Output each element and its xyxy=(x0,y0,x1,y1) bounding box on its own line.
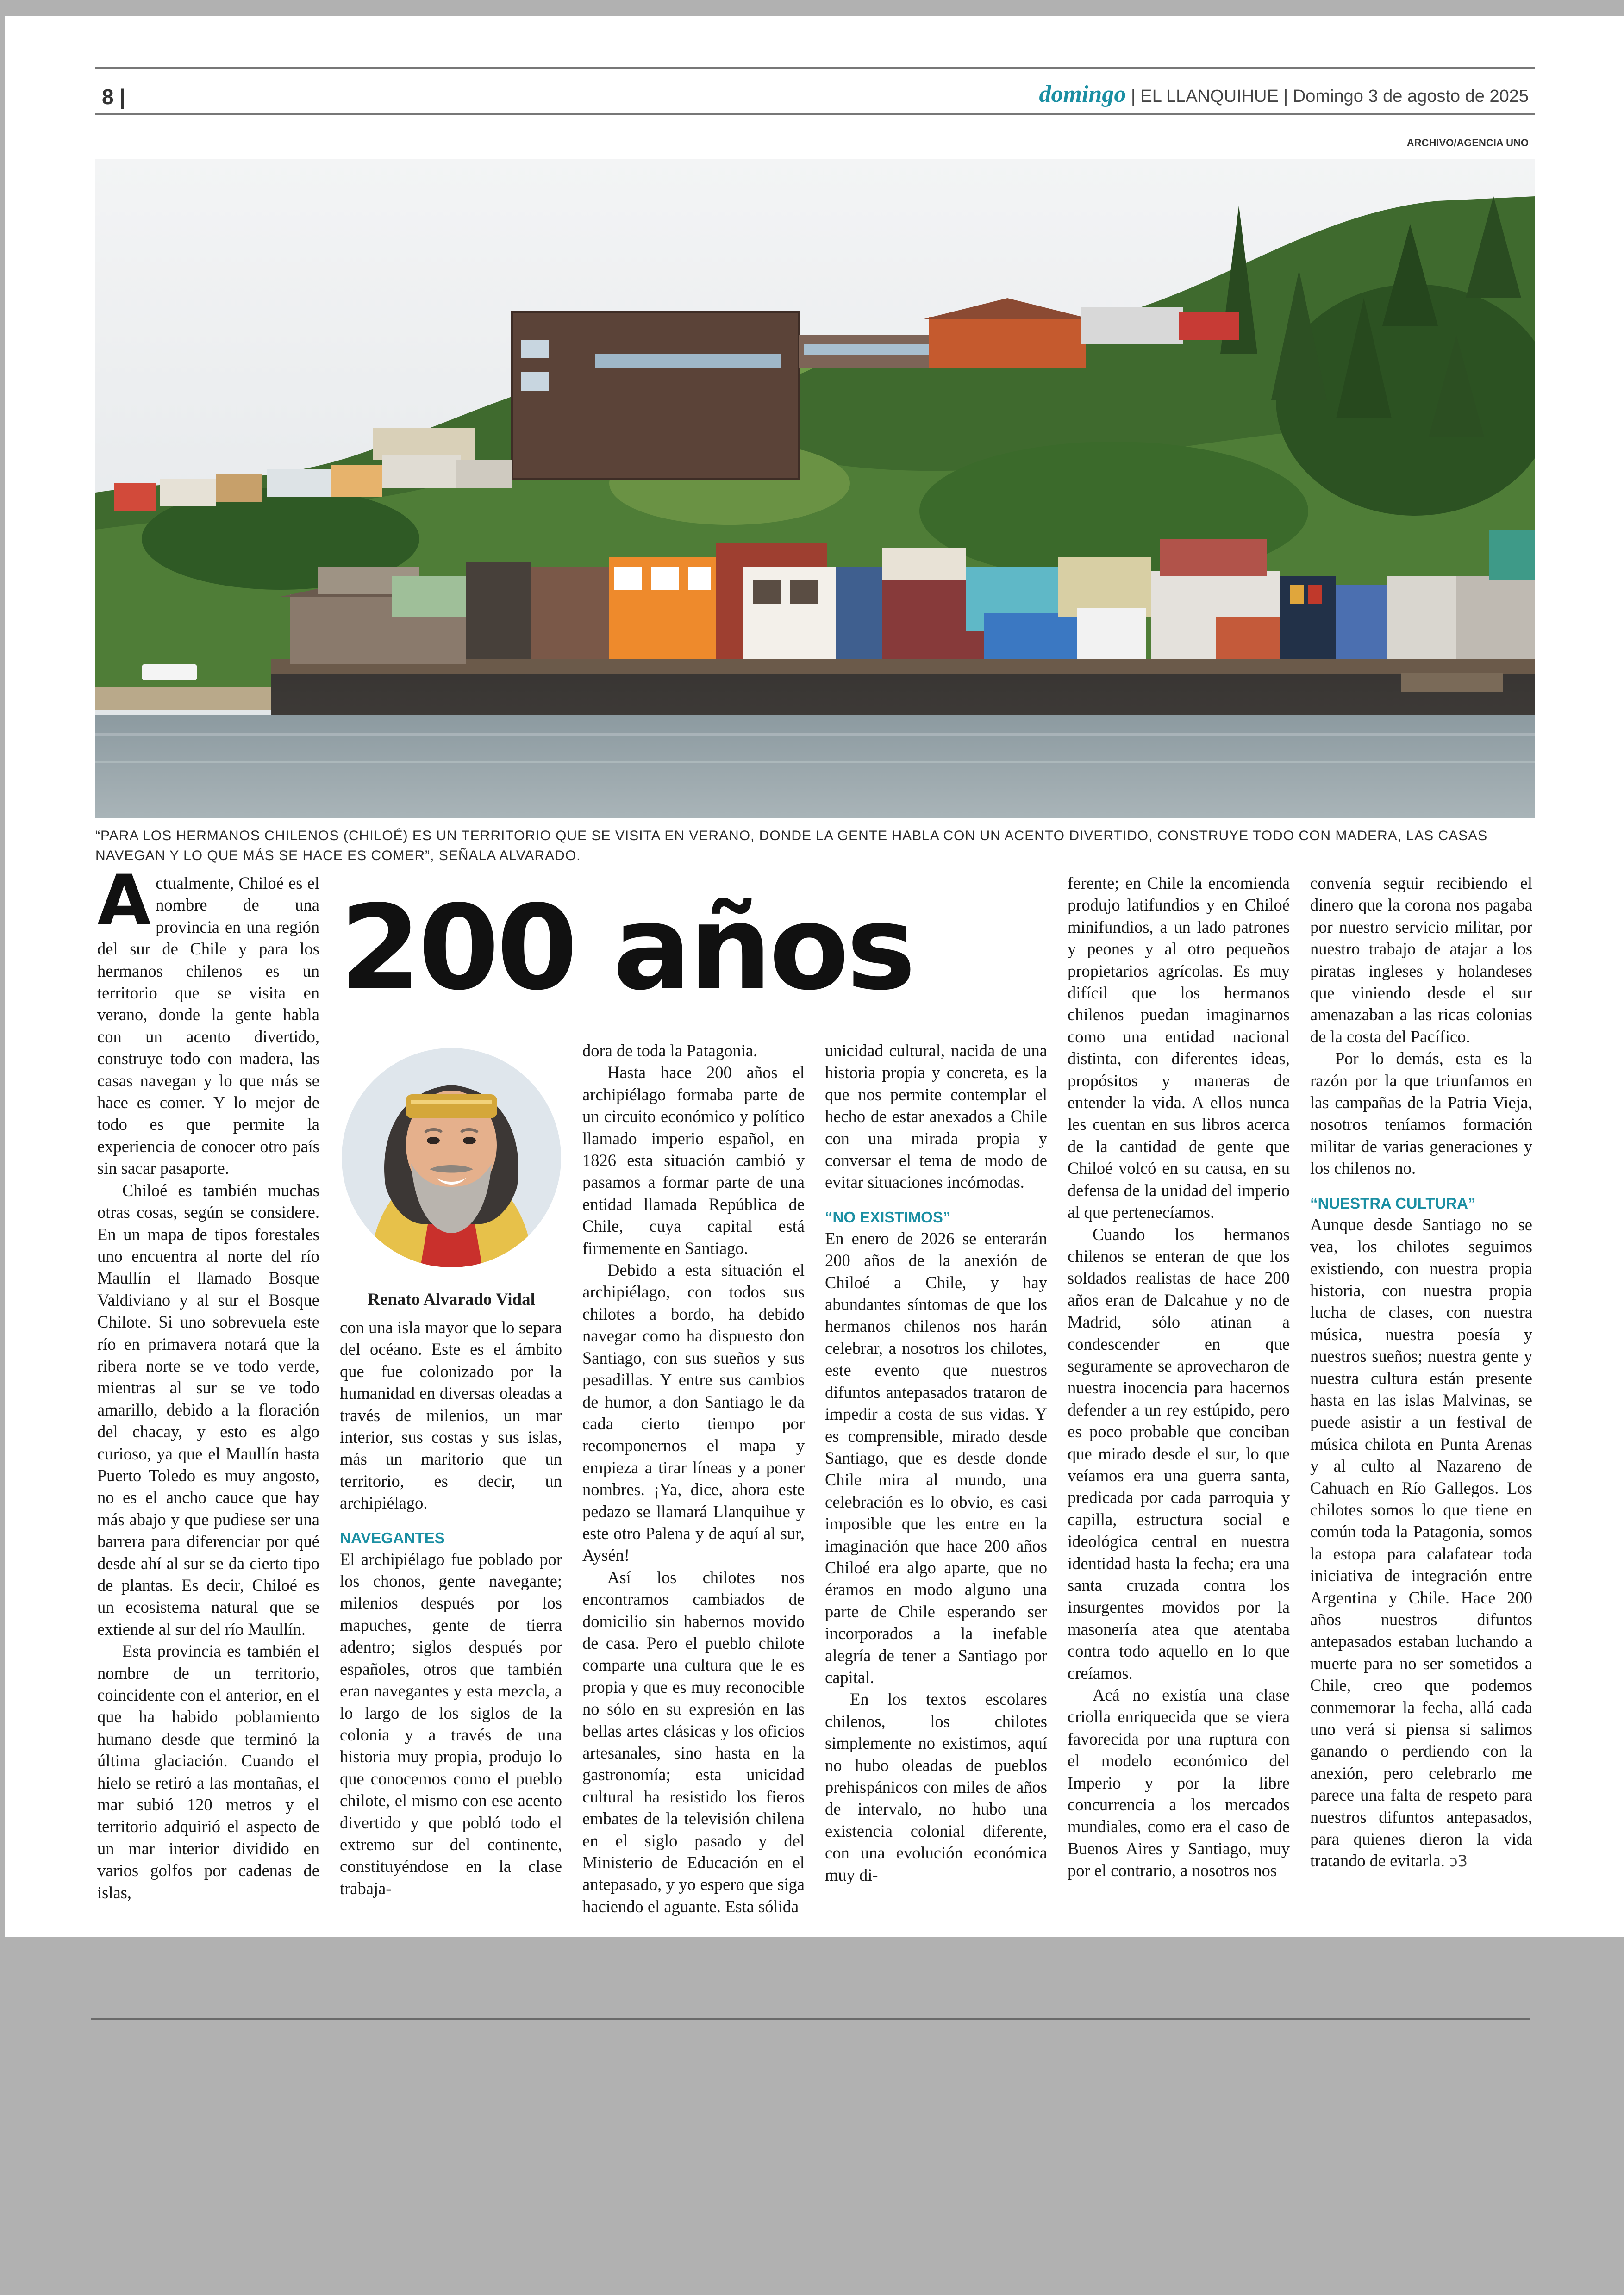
paragraph: Hasta hace 200 años el archipiélago formaba parte de un circuito económico y político llamado imperio español, en 1826 esta situación cambió y pasamos a formar parte de una entidad llamada República de Chile, cuya capital está firmemente en Santiago. xyxy=(582,1063,805,1258)
page-number: 8 | xyxy=(102,85,126,109)
paragraph xyxy=(97,861,319,1179)
paragraph: dora de toda la Patagonia. xyxy=(582,1041,758,1060)
paragraph: Debido a esta situación el archipiélago, con todos sus chilotes a bordo, ha debido navegar como ha dispuesto don Santiago, con sus sueños y sus pesadillas. Y entre sus cambios de humor, a don Santiago le da cada cierto tiempo por recomponernos el mapa y empieza a tirar líneas y a poner nombres. ¡Ya, dice, ahora este pedazo se llamará Llanquihue y este otro Palena y de aquí al sur, Aysén! xyxy=(582,1260,805,1565)
photo-caption: “PARA LOS HERMANOS CHILENOS (CHILOÉ) ES UN TERRITORIO QUE SE VISITA EN VERANO, DONDE LA GENTE HABLA CON UN ACENTO DIVERTIDO, CONSTRUYE TODO CON MADERA, LAS CASAS NAVEGAN Y LO QUE MÁS SE HACE ES COMER”, SEÑALA ALVARADO. xyxy=(95,828,1488,863)
masthead-date: Domingo 3 de agosto de 2025 xyxy=(1293,87,1529,106)
column-5 xyxy=(1068,872,1290,1882)
subhead-navegantes: NAVEGANTES xyxy=(340,1529,445,1547)
drop-cap: A xyxy=(97,861,151,941)
column-6 xyxy=(1310,872,1532,1873)
masthead xyxy=(1039,81,1529,108)
paragraph: Cuando los hermanos chilenos se enteran de que los soldados realistas de hace 200 años eran de Dalcahue y no de Madrid, sólo atinan a condescender en que seguramente se aprovecharon de nuestra inocencia para hacernos defender a un rey estúpido, pero es poco probable que conciban que mirado desde el sur, lo que veíamos era una guerra santa, predicada por cada parroquia y capilla, estructura social e ideológica central en nuestra identidad hasta la fecha; era una santa cruzada contra los insurgentes movidos por la masonería atea que atentaba contra todo aquello en lo que creíamos. xyxy=(1068,1224,1290,1683)
column-2 xyxy=(340,1316,562,1899)
photo-credit: ARCHIVO/AGENCIA UNO xyxy=(1406,137,1529,149)
paragraph: ferente; en Chile la encomienda produjo latifundios y en Chiloé minifundios, a un lado patrones y peones y al otro pequeños propietarios agrícolas. Es muy difícil que los hermanos chilenos puedan imaginarnos como una entidad nacional distinta, con diferentes ideas, propósitos y maneras de entender la vida. A ellos nunca les cuentan en sus libros acerca de la cantidad de gente que Chiloé volcó en su causa, en su defensa de la unidad del imperio al que pertenecíamos. xyxy=(1068,873,1290,1222)
column-3 xyxy=(582,1040,805,1917)
paragraph: Chiloé es también muchas otras cosas, según se considere. En un mapa de tipos forestales uno encuentra al norte del río Maullín el llamado Bosque Valdiviano y al sur el Bosque Chilote. Si uno sobrevuela este río en primavera notará que la ribera norte se ve todo verde, mientras al sur se ve todo amarillo, debido a la floración del chacay, y esto es algo curioso, ya que el Maullín hasta Puerto Toledo es muy angosto, no es el ancho cauce que hay más abajo y que pudiese ser una barrera para diferenciar por qué desde ahí al sur se da cierto tipo de plantas. Es decir, Chiloé es un ecosistema natural que se extiende al sur del río Maullín. xyxy=(97,1180,319,1639)
paragraph: convenía seguir recibiendo el dinero que la corona nos pagaba por nuestro servicio militar, por nuestro trabajo de atajar a los piratas ingleses y holandeses que viniendo desde el sur amenazaban a las ricas colonias de la costa del Pacífico. xyxy=(1310,873,1532,1046)
paragraph: En enero de 2026 se enterarán 200 años de la anexión de Chiloé a Chile, y hay abundantes síntomas de que los hermanos chilenos nos harán celebrar, a nosotros los chilotes, este evento que nuestros difuntos antepasados trataron de impedir a costa de sus vidas. Y es comprensible, mirado desde Santiago, que es desde donde Chile mira al mundo, una celebración es lo obvio, es casi imposible que les entre en la imaginación que hace 200 años Chiloé era algo aparte, que no éramos en modo alguno una parte de Chile esperando ser incorporados a la inefable alegría de tener a Santiago por capital. xyxy=(825,1229,1047,1687)
paragraph: El archipiélago fue poblado por los chonos, gente navegante; milenios después por los mapuches, gente de tierra adentro; siglos después por españoles, otros que también eran navegantes y esta mezcla, a lo largo de los siglos de la colonia y a través de una historia muy propia, produjo lo que conocemos como el pueblo chilote, el mismo con ese acento divertido y que pobló todo el extremo sur del continente, constituyéndose en la clase trabaja- xyxy=(340,1549,562,1898)
paragraph: Acá no existía una clase criolla enriquecida que se viera favorecida por una ruptura con el modelo económico del Imperio y por la libre concurrencia a los mercados mundiales, como era el caso de Buenos Aires y Santiago, muy por el contrario, a nosotros nos xyxy=(1068,1685,1290,1880)
column-4 xyxy=(825,1040,1047,1886)
page-number-value: 8 xyxy=(102,85,114,109)
main-photo xyxy=(95,159,1535,818)
paragraph-text: ctualmente, Chiloé es el nombre de una provincia en una región del sur de Chile y para los hermanos chilenos es un territorio que se visita en verano, donde la gente habla con un acento divertido, construye todo con madera, las casas navegan y lo que más se hace es comer. Y lo mejor de todo es que permite la experiencia de conocer otro país sin sacar pasaporte. xyxy=(97,873,319,1178)
author-portrait xyxy=(342,1048,561,1267)
palafitos-photo-illustration xyxy=(95,159,1535,818)
subhead-nuestra-cultura: “NUESTRA CULTURA” xyxy=(1310,1194,1476,1212)
paragraph-text: Aunque desde Santiago no se vea, los chilotes seguimos existiendo, con nuestra propia historia, con nuestra propia lucha de clases, con nuestra música, nuestra poesía y nuestros sueños; nuestra gente y nuestra cultura están presente hasta en las islas Malvinas, se puede asistir a un festival de música chilota en Punta Arenas y al culto al Nazareno de Cahuach en Río Gallegos. Los chilotes somos lo que tiene en común toda la Patagonia, somos la estopa para calafatear toda iniciativa de integración entre Argentina y Chile. Hace 200 años nuestros difuntos antepasados estaban luchando a muerte para no ser sometidos a Chile, creo que podemos conmemorar la fecha, allá cada uno verá si piensa si salimos ganando o perdiendo con la anexión, pero celebrarlo me parece una falta de respeto para nuestros difuntos antepasados, para quienes dieron la vida tratando de evitarla. xyxy=(1310,1215,1532,1871)
paragraph: unicidad cultural, nacida de una historia propia y concreta, es la que nos permite contemplar el hecho de estar anexados a Chile con una mirada propia y conversar el tema de modo de evitar situaciones incómodas. xyxy=(825,1041,1047,1192)
top-margin xyxy=(0,0,1624,16)
header-rule-top xyxy=(95,67,1535,69)
header-rule-bottom xyxy=(95,113,1535,115)
masthead-separator-1: | xyxy=(1126,87,1141,106)
next-page-rule xyxy=(91,2018,1530,2020)
column-1 xyxy=(97,861,319,1903)
newspaper-page xyxy=(5,16,1624,1937)
paragraph: con una isla mayor que lo separa del océano. Este es el ámbito que fue colonizado por la humanidad en diversas oleadas a través de milenios, un mar interior, sus costas y sus islas, más un maritorio que un territorio, es decir, un archipiélago. xyxy=(340,1318,562,1513)
author-name: Renato Alvarado Vidal xyxy=(368,1290,535,1309)
headline: 200 años xyxy=(340,880,913,1016)
subhead-no-existimos: “NO EXISTIMOS” xyxy=(825,1208,951,1226)
author-portrait-illustration xyxy=(342,1048,561,1267)
paragraph: Esta provincia es también el nombre de un territorio, coincidente con el anterior, en el que ha habido poblamiento humano desde que terminó la última glaciación. Cuando el hielo se retiró a las montañas, el mar subió 120 metros y el territorio adquirió el aspecto de un mar interior dividido en varios golfos por cadenas de islas, xyxy=(97,1641,319,1902)
end-mark-icon: ↄ3 xyxy=(1449,1852,1468,1871)
paragraph xyxy=(1310,1214,1532,1873)
paragraph: Así los chilotes nos encontramos cambiados de domicilio sin habernos movido de casa. Pero el pueblo chilote comparte una cultura que le es propia y que es muy reconocible no sólo en su expresión en las bellas artes clásicas y los oficios artesanales, sino hasta en la gastronomía; esta unicidad cultural ha resistido los fieros embates de la televisión chilena en el siglo pasado y del Ministerio de Educación en el antepasado, y yo espero que siga haciendo el aguante. Esta sólida xyxy=(582,1567,805,1916)
palafitos-stilts xyxy=(271,674,1535,716)
paragraph: En los textos escolares chilenos, los chilotes simplemente no existimos, aquí no hubo oleadas de pueblos prehispánicos con miles de años de intervalo, no hubo una existencia colonial diferente, con una evolución económica muy di- xyxy=(825,1690,1047,1884)
masthead-newspaper: EL LLANQUIHUE xyxy=(1140,87,1279,106)
masthead-separator-2: | xyxy=(1278,87,1293,106)
masthead-brand: domingo xyxy=(1039,81,1126,107)
paragraph: Por lo demás, esta es la razón por la que triunfamos en las campañas de la Patria Vieja, nosotros teníamos formación militar de varias generaciones y los chilenos no. xyxy=(1310,1049,1532,1178)
